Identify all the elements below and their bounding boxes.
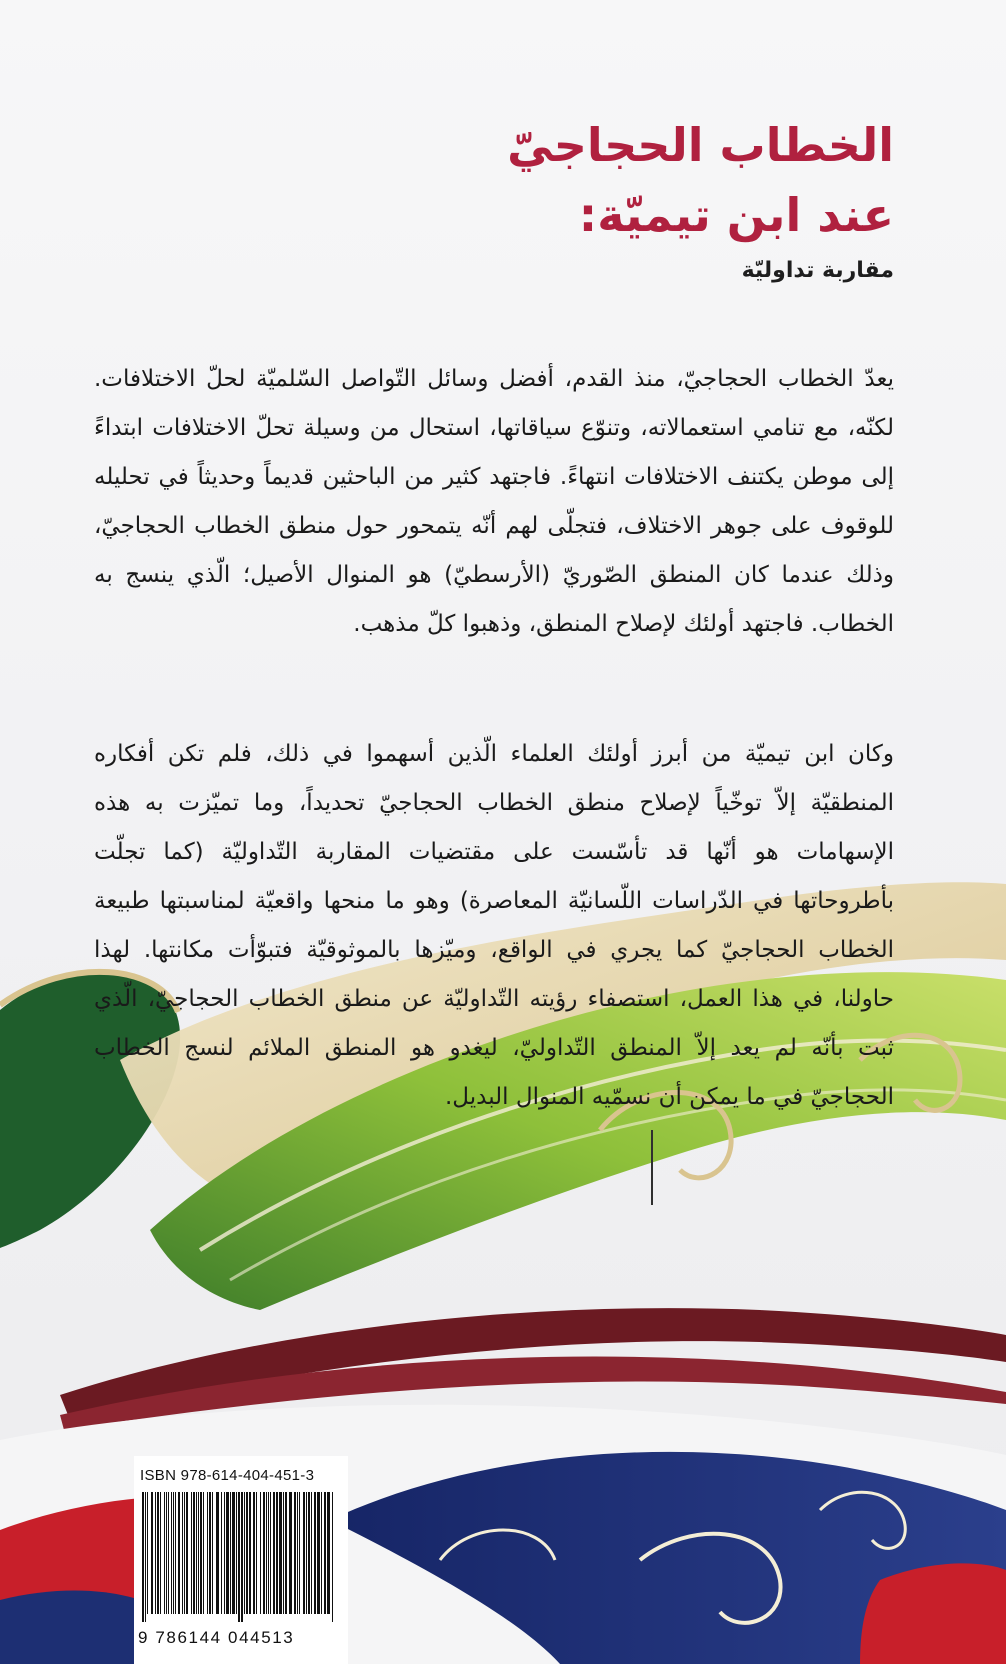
barcode-bar: [209, 1492, 211, 1614]
barcode-bar: [311, 1492, 312, 1614]
barcode-bar: [147, 1492, 148, 1614]
barcode-bar: [263, 1492, 265, 1614]
barcode-bar: [193, 1492, 195, 1614]
barcode-bar: [314, 1492, 316, 1614]
barcode-bar: [230, 1492, 231, 1614]
barcode-bar: [241, 1492, 243, 1622]
book-title-line-2: عند ابن تيميّة:: [578, 188, 894, 242]
barcode-bar: [160, 1492, 161, 1614]
barcode-bar: [306, 1492, 307, 1614]
barcode-bar: [168, 1492, 169, 1614]
barcode-bar: [270, 1492, 271, 1614]
barcode-bar: [175, 1492, 176, 1614]
barcode-bar: [273, 1492, 275, 1614]
barcode-bar: [285, 1492, 287, 1614]
barcode-bar: [157, 1492, 159, 1614]
barcode-bar: [198, 1492, 199, 1614]
barcode-bar: [283, 1492, 284, 1614]
blurb-paragraph-1: يعدّ الخطاب الحجاجيّ، منذ القدم، أفضل وسائل التّواصل السّلميّة لحلّ الاختلافات. لكنّه، مع تنامي استعمالاته، وتنوّع سياقاتها، استحال من وسيلة تحلّ الاختلافات ابتداءً إلى موطن يكتنف الاختلافات انتهاءً. فاجتهد كثير من الباحثين قديماً وحديثاً في تحليله للوقوف على جوهر الاختلاف، فتجلّى لهم أنّه يتمحور حول منطق الخطاب الحجاجيّ، وذلك عندما كان المنطق الصّوريّ (الأرسطيّ) هو المنوال الأصيل؛ الّذي ينسج به الخطاب. فاجتهد أولئك لإصلاح المنطق، وذهبوا كلّ مذهب.: [94, 366, 894, 637]
barcode-bar: [166, 1492, 167, 1614]
barcode-bar: [236, 1492, 237, 1614]
barcode-bar: [186, 1492, 188, 1614]
barcode-bar: [279, 1492, 282, 1614]
barcode-bar: [207, 1492, 208, 1614]
isbn-number: ISBN 978-614-404-451-3: [140, 1467, 315, 1484]
barcode-bar: [294, 1492, 296, 1614]
barcode-bar: [151, 1492, 153, 1614]
barcode-bar: [232, 1492, 235, 1614]
barcode-bar: [226, 1492, 229, 1614]
barcode-bar: [260, 1492, 261, 1614]
barcode-bar: [145, 1492, 146, 1622]
barcode-bar: [253, 1492, 255, 1614]
barcode-bar: [212, 1492, 213, 1614]
barcode-bar: [155, 1492, 156, 1614]
blurb-paragraph-2: وكان ابن تيميّة من أبرز أولئك العلماء الّذين أسهموا في ذلك، فلم تكن أفكاره المنطقيّة إلاّ توخّياً لإصلاح منطق الخطاب الحجاجيّ تحديداً، وما تميّزت به هذه الإسهامات هو أنّها قد تأسّست على مقتضيات المقاربة التّداوليّة (كما تجلّت بأطروحاتها في الدّراسات اللّسانيّة المعاصرة) وهو ما منحها واقعيّة لمناسبتها طبيعة الخطاب الحجاجيّ كما يجري في الواقع، وميّزها بالموثوقيّة فتبوّأت مكانتها. لهذا حاولنا، في هذا العمل، استصفاء رؤيته التّداوليّة عن منطق الخطاب الحجاجيّ، الّذي ثبت بأنّه لم يعد إلاّ المنطق التّداوليّ، ليغدو هو المنطق الملائم لنسج الخطاب الحجاجيّ في ما يمكن أن نسمّيه المنوال البديل.: [94, 741, 894, 1110]
barcode-bar: [249, 1492, 251, 1614]
barcode-bar: [266, 1492, 267, 1614]
barcode-bar: [324, 1492, 326, 1614]
barcode-bar: [317, 1492, 320, 1614]
book-title-line-1: الخطاب الحجاجيّ: [507, 118, 894, 172]
barcode-bar: [297, 1492, 298, 1614]
barcode-bar: [289, 1492, 292, 1614]
barcode-bar: [203, 1492, 204, 1614]
barcode-bar: [173, 1492, 174, 1614]
barcode-bar: [256, 1492, 257, 1614]
barcode-bar: [332, 1492, 333, 1622]
book-subtitle: مقاربة تداوليّة: [741, 258, 894, 283]
barcode-bar: [303, 1492, 305, 1614]
barcode-bar: [321, 1492, 322, 1614]
barcode-digits: 9 786144 044513: [138, 1628, 295, 1647]
barcode-bar: [164, 1492, 165, 1614]
barcode-bar: [191, 1492, 192, 1614]
barcode-bar: [238, 1492, 240, 1622]
barcode-bar: [246, 1492, 248, 1614]
barcode-bar: [196, 1492, 197, 1614]
barcode-bar: [299, 1492, 300, 1614]
barcode-bar: [221, 1492, 222, 1614]
barcode-bar: [200, 1492, 202, 1614]
barcode-bar: [244, 1492, 245, 1614]
barcode-bar: [184, 1492, 185, 1614]
barcode-bar: [171, 1492, 172, 1614]
barcode-bar: [182, 1492, 183, 1614]
navy-wave-left: [0, 1591, 140, 1664]
barcode: [140, 1492, 340, 1622]
barcode-bar: [142, 1492, 144, 1622]
barcode-bar: [327, 1492, 330, 1614]
barcode-bar: [276, 1492, 278, 1614]
barcode-bar: [224, 1492, 225, 1614]
barcode-bar: [268, 1492, 269, 1614]
barcode-bar: [178, 1492, 180, 1614]
barcode-bar: [216, 1492, 219, 1614]
barcode-bar: [308, 1492, 310, 1614]
